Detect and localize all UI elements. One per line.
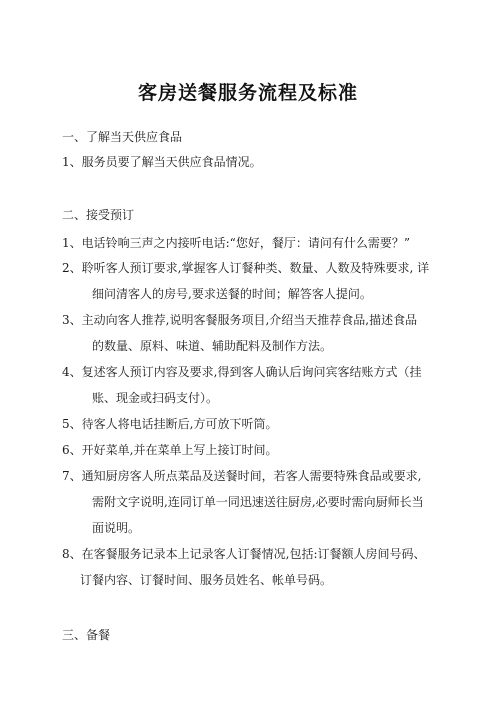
list-item: 6、开好菜单,并在菜单上写上接订时间。: [62, 443, 278, 457]
list-item-continuation: 账、现金或扫码支付）。: [92, 391, 219, 405]
document-title: 客房送餐服务流程及标准: [137, 82, 358, 104]
list-item-continuation: 需附文字说明,连同订单一同迅速送往厨房,必要时需向厨师长当: [92, 495, 424, 509]
section-heading: 三、备餐: [62, 628, 111, 642]
list-item: 7、通知厨房客人所点菜品及送餐时间，若客人需要特殊食品或要求,: [62, 469, 422, 483]
list-item: 3、主动向客人推荐,说明客餐服务项目,介绍当天推荐食品,描述食品: [62, 313, 418, 327]
list-item: 8、在客餐服务记录本上记录客人订餐情况,包括:订餐额人房间号码、: [62, 547, 426, 561]
section-heading: 二、接受预订: [62, 208, 135, 222]
list-item: 5、待客人将电话挂断后,方可放下听筒。: [62, 417, 278, 431]
list-item: 1、服务员要了解当天供应食品情况。: [62, 155, 262, 169]
list-item: 4、复述客人预订内容及要求,得到客人确认后询问宾客结账方式（挂: [62, 365, 422, 379]
list-item: 1、电话铃响三声之内接听电话:“您好，餐厅：请问有什么需要？”: [62, 236, 410, 250]
list-item-continuation: 的数量、原料、味道、辅助配料及制作方法。: [92, 339, 333, 353]
list-item: 2、聆听客人预订要求,掌握客人订餐种类、数量、人数及特殊要求, 详: [62, 261, 430, 275]
list-item-continuation: 订餐内容、订餐时间、服务员姓名、帐单号码。: [80, 573, 333, 587]
list-item-continuation: 细问清客人的房号,要求送餐的时间；解答客人提问。: [92, 287, 372, 301]
section-heading: 一、了解当天供应食品: [62, 130, 183, 144]
list-item-continuation: 面说明。: [92, 521, 141, 535]
